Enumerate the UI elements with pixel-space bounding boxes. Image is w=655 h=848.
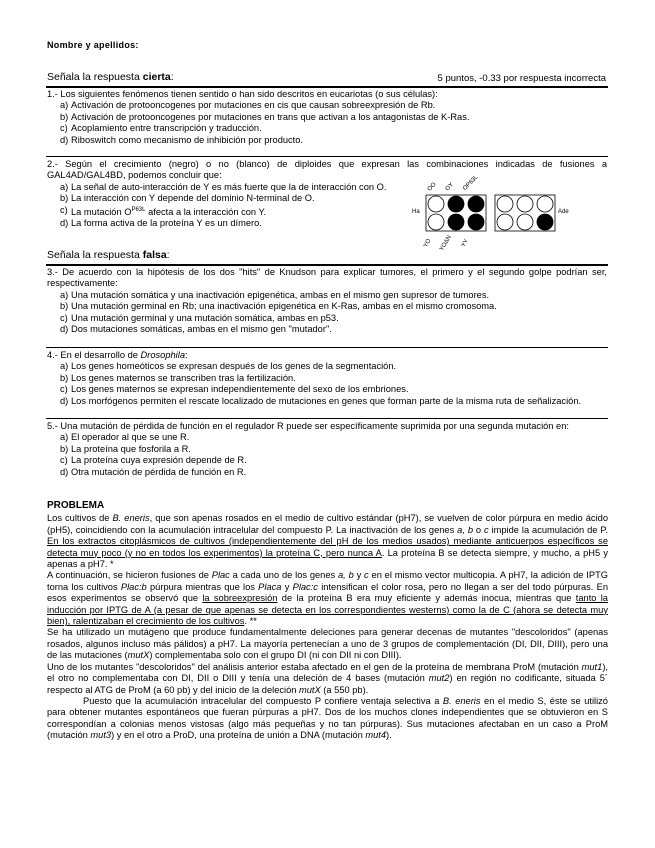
colony-left-r1-c1	[448, 214, 464, 230]
growth-grid-svg	[410, 170, 610, 250]
colony-left-r0-c2	[468, 196, 484, 212]
question-3	[47, 267, 607, 335]
divider	[46, 418, 608, 419]
question-stem: 5.- Una mutación de pérdida de función en el regulador R puede ser específicamente suprimida por una segunda mutación en:	[47, 421, 569, 431]
section-falsa-keyword: falsa	[142, 249, 167, 261]
colony-right-r0-c0	[497, 196, 513, 212]
question-stem: 2.- Según el crecimiento (negro) o no (blanco) de diploides que expresan las combinaciones indicadas de fusiones a GAL4AD/GAL4BD, podemos concluir que:	[47, 159, 607, 181]
option-a[interactable]: a) Los genes homeóticos se expresan después de los genes de la segmentación.	[60, 361, 397, 372]
option-d[interactable]: d) La forma activa de la proteína Y es un dímero.	[60, 218, 262, 229]
colony-left-r1-c0	[428, 214, 444, 230]
row-label: YY	[460, 238, 471, 249]
section-cierta-header: Señala la respuesta cierta:	[47, 71, 174, 83]
colony-left-r0-c1	[448, 196, 464, 212]
option-c[interactable]: c) Los genes maternos se expresan independientemente del sexo de los embriones.	[60, 384, 409, 395]
problem-section	[47, 500, 608, 742]
column-label: OP63L	[462, 174, 480, 192]
option-b[interactable]: b) Los genes maternos se transcriben tras la fertilización.	[60, 372, 296, 383]
option-d[interactable]: d) Riboswitch como mecanismo de inhibición por producto.	[60, 134, 304, 145]
divider	[46, 264, 608, 266]
divider	[46, 347, 608, 348]
colony-right-r1-c2	[537, 214, 553, 230]
problem-paragraph-5: Puesto que la acumulación intracelular del compuesto P confiere ventaja selectiva a B. eneris en el medio S, éste se utilizó para obtener mutantes espontáneos que fueran púrpuras a pH7. Dos de los muchos clones independientes que se obtuvieron en S correspondían a colonias menos vistosas (algo más pequeñas y no tan púrpuras). Sus mutaciones afectaban en un caso a ProM (mutación mut3) y en el otro a ProD, una proteína de unión a DNA (mutación mut4).	[47, 695, 608, 741]
option-a[interactable]: a) El operador al que se une R.	[60, 432, 190, 443]
colony-right-r1-c1	[517, 214, 533, 230]
question-4	[47, 350, 607, 407]
option-b[interactable]: b) La proteína que fosforila a R.	[60, 443, 191, 454]
column-label: OO	[426, 181, 438, 193]
option-a[interactable]: a) Activación de protooncogenes por mutaciones en cis que causan sobreexpresión de Rb.	[60, 100, 436, 111]
option-b[interactable]: b) La interacción con Y depende del dominio N-terminal de O.	[60, 193, 315, 204]
question-5	[47, 421, 607, 478]
colony-right-r0-c2	[537, 196, 553, 212]
option-c[interactable]: c) Acoplamiento entre transcripción y traducción.	[60, 123, 262, 134]
points-note: 5 puntos, -0.33 por respuesta incorrecta	[437, 73, 606, 84]
option-b[interactable]: b) Una mutación germinal en Rb; una inactivación epigenética en K-Ras, ambas en el mismo cromosoma.	[60, 301, 497, 312]
name-label: Nombre y apellidos:	[47, 40, 139, 50]
section-falsa-header: Señala la respuesta falsa:	[47, 249, 170, 261]
divider	[46, 86, 608, 88]
problem-paragraph-3: Se ha utilizado un mutágeno que produce fundamentalmente deleciones para generar decenas de mutantes "descoloridos" (apenas rosados, algunos incluso más pálidos) a pH7. La mayoría pertenecían a uno de 3 grupos de complementación (DI, DII, DIII), pero una de las mutaciones (mutX) complementaba solo con el grupo DI (ni con DII ni con DIII).	[47, 627, 608, 661]
option-a[interactable]: a) La señal de auto-interacción de Y es más fuerte que la de interacción con O.	[60, 181, 387, 192]
row-label: YOΔN	[439, 234, 453, 253]
option-d[interactable]: d) Dos mutaciones somáticas, ambas en el mismo gen "mutador".	[60, 324, 332, 335]
option-a[interactable]: a) Una mutación somática y una inactivación epigenética, ambas en el mismo gen supresor de tumores.	[60, 289, 490, 300]
option-d[interactable]: d) Los morfógenos permiten el rescate localizado de mutaciones en genes que forman parte de la misma ruta de señalización.	[60, 395, 582, 406]
divider	[46, 156, 608, 157]
option-c[interactable]: c) La mutación $O^{P63L}$ afecta a la interacción con Y.	[60, 204, 267, 217]
problem-paragraph-4: Uno de los mutantes "descoloridos" del análisis anterior estaba afectado en el gen de la proteína de membrana ProM (mutación mut1), el otro no complementaba con DI, DII o DIII y tenía una deleción de 4 bases (mutación mut2) en región no codificante, situada 5´ respecto al ATG de ProM (a 60 pb) y del inicio de la deleción mutX (a 550 pb).	[47, 661, 608, 695]
two-hybrid-figure	[410, 170, 610, 253]
option-b[interactable]: b) Activación de protooncogenes por mutaciones en trans que activan a los antagonistas de K-Ras.	[60, 111, 470, 122]
section-cierta-keyword: cierta	[142, 71, 171, 83]
option-c[interactable]: c) La proteína cuya expresión depende de R.	[60, 455, 247, 466]
plate-label-right: Ade	[558, 209, 569, 215]
colony-right-r1-c0	[497, 214, 513, 230]
colony-left-r0-c0	[428, 196, 444, 212]
colony-right-r0-c1	[517, 196, 533, 212]
question-stem: 3.- De acuerdo con la hipótesis de los dos "hits" de Knudson para explicar tumores, el primero y el segundo golpe podrían ser, respectivamente:	[47, 267, 607, 289]
question-stem: 4.- En el desarrollo de Drosophila:	[47, 350, 188, 360]
row-label: YO	[422, 238, 433, 249]
colony-left-r1-c2	[468, 214, 484, 230]
problem-title: PROBLEMA	[47, 500, 105, 511]
question-stem: 1.- Los siguientes fenómenos tienen sentido o han sido descritos en eucariotas (o sus células):	[47, 89, 438, 99]
option-c[interactable]: c) Una mutación germinal y una mutación somática, ambas en p53.	[60, 312, 339, 323]
problem-paragraph-2: A continuación, se hicieron fusiones de Plac a cada uno de los genes a, b y c en el mismo vector multicopia. A pH7, la adición de IPTG torna los cultivos Plac:b púrpura mientras que los Placa y Plac:c intensifican el color rosa, pero no llegan a ser del todo púrpuras. En esos experimentos se observó que la sobreexpresión de la proteína B era muy eficiente y además inocua, mientras que tanto la inducción por IPTG de A (a pesar de que apenas se detecta en los correspondientes westerns) como la de C (ahora se detecta muy bien), ralentizaban el crecimiento de los cultivos. **	[47, 570, 608, 627]
column-label: OY	[444, 182, 456, 193]
question-1	[47, 89, 607, 146]
option-d[interactable]: d) Otra mutación de pérdida de función en R.	[60, 466, 247, 477]
problem-paragraph-1: Los cultivos de B. eneris, que son apenas rosados en el medio de cultivo estándar (pH7), se vuelven de color púrpura en medio ácido (pH5), coincidiendo con la acumulación intracelular del compuesto P. La inactivación de los genes a, b o c impide la acumulación de P. En los extractos citoplásmicos de cultivos (independientemente del pH de los medios usados) mediante anticuerpos específicos se detecta muy poco (y no en todos los experimentos) la proteína C, pero nunca A. La proteína B se detecta siempre, y mucho, a pH5 y apenas a pH7. *	[47, 513, 608, 570]
plate-label-left: Ha	[412, 209, 420, 215]
